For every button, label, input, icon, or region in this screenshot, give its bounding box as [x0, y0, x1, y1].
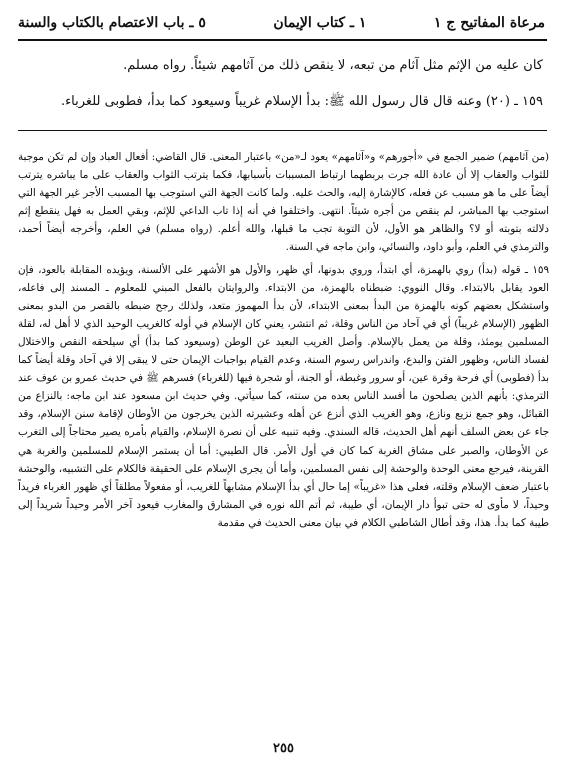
- commentary-paragraph: ١٥٩ ـ قوله (بدأ) روي بالهمزة، أي ابتدأ، وروي بدونها، أي ظهر، والأول هو الأشهر على الألسنة، ويؤيده المقابلة بالعود، فإن العود يقابل بالابتداء. وقال النووي: ضبطناه بالهمزة، من الابتداء. والروايتان بالفعل المبني للمعلوم ـ المسند إلى فاعله، واستشكل بعضهم كونه بالهمزة من البدأ بمعنى الابتداء، لأن بدأ المهموز متعد، ولذلك رجح ضبطه بالقصر من البدو بمعنى الظهور (الإسلام غريباً) أي في آحاد من الناس وقلة، ثم انتشر، يعني كان الإسلام في أوله كالغريب الوحيد الذي لا أهل له، لقلة المسلمين يومئذ، وقلة من يعمل بالإسلام. وأصل الغريب البعيد عن الوطن (وسيعود كما بدأ) أي سيلحقه النقص والاختلال لفساد الناس، وظهور الفتن والبدع، واندراس رسوم السنة، وعدم القيام بواجبات الإيمان حتى لا يبقى إلا في آحاد وقلة أيضاً كما بدأ (فطوبى) أي فرحة وقرة عين، أو سرور وغبطة، أو الجنة، أو شجرة فيها (للغرباء) فسرهم ﷺ في حديث عمرو بن عوف عند الترمذي: بأنهم الذين يصلحون ما أفسد الناس بعده من سنته، كما سيأتي. وفي حديث ابن مسعود عند ابن ماجه: بالنزاع من القبائل، وهو جمع نزيع ونازع، وهو الغريب الذي أنزع عن أهله وعشيرته الذين يخرجون من الأوطان لإقامة سنن الإسلام، وقد جاء عن بعض السلف أنهم أهل الحديث، قاله السندي. وفيه تنبيه على أن نصرة الإسلام، والقيام بأمره يصير محتاجاً إلى التغرب عن الأوطان، والصبر على مشاق الغربة كما كان في أول الأمر. قال الطيبي: أما أن يستمر الإسلام للمسلمين والغربة هي القرينة، فيرجع معنى الوحدة والوحشة إلى نفس المسلمين، وأما أن يجرى الإسلام على الحقيقة فالكلام على التشبيه، والوحشة باعتبار ضعف الإسلام وقلته، فعلى هذا «غريباً» إما حال أي بدأ الإسلام مشابهاً للغريب، أو مفعولاً مطلقاً أي ظهور الغرباء فريداً وحيداً، لا مأوى له حتى تبوأ دار الإيمان، أي طيبة، ثم أتم الله نوره في المشارق والمغارب فيعود آخر الأمر وحيداً شريداً إلى طيبة كما بدأ. هذا، وقد أطال الشاطبي الكلام في بيان معنى الحديث في مقدمة: [18, 263, 549, 529]
- running-header: [18, 8, 545, 38]
- header-section: ٥ ـ باب الاعتصام بالكتاب والسنة: [18, 15, 206, 31]
- main-text: [20, 57, 543, 129]
- commentary-paragraph: (من آثامهم) ضمير الجمع في «أجورهم» و«آثامهم» يعود لـ«من» باعتبار المعنى. قال القاضي: أفعال العباد وإن لم تكن موجبة للثواب والعقاب إلا أن عادة الله جرت بربطهما ارتباط المسببات بأسبابها، فكما يترتب الثواب والعقاب على ما يباشره يترتب أيضاً على ما هو مسبب عن فعله، كالإشارة إليه، والحث عليه. ولما كانت الجهة التي استوجب بها المسبب الأجر غير الجهة التي استوجب بها المباشر، لم ينقص من أجره شيئاً. انتهى. واختلفوا في أنه إذا تاب الداعي للإثم، وبقي العمل به فهل ينقطع إثم دلالته بتوبته أو لا؟ والظاهر هو الأول، لأن التوبة تجب ما قبلها، والله أعلم. (رواه مسلم) في العلم، وأخرجه أيضاً أحمد، والترمذي في العلم، وأبو داود، والنسائي، وابن ماجه في السنة.: [18, 151, 549, 254]
- footnote-rule: [18, 130, 547, 131]
- commentary: [18, 148, 549, 536]
- hadith-text: ١٥٩ ـ (٢٠) وعنه قال قال رسول الله ﷺ: بدأ الإسلام غريباً وسيعود كما بدأ، فطوبى للغرباء.: [60, 94, 543, 109]
- page-number: ٢٥٥: [273, 741, 294, 756]
- header-book-volume: مرعاة المفاتيح ج ١: [433, 15, 545, 31]
- header-rule: [18, 39, 547, 41]
- main-text-line: كان عليه من الإثم مثل آثام من تبعه، لا ينقص ذلك من آثامهم شيئاً. رواه مسلم.: [123, 58, 543, 73]
- header-chapter: ١ ـ كتاب الإيمان: [273, 15, 367, 31]
